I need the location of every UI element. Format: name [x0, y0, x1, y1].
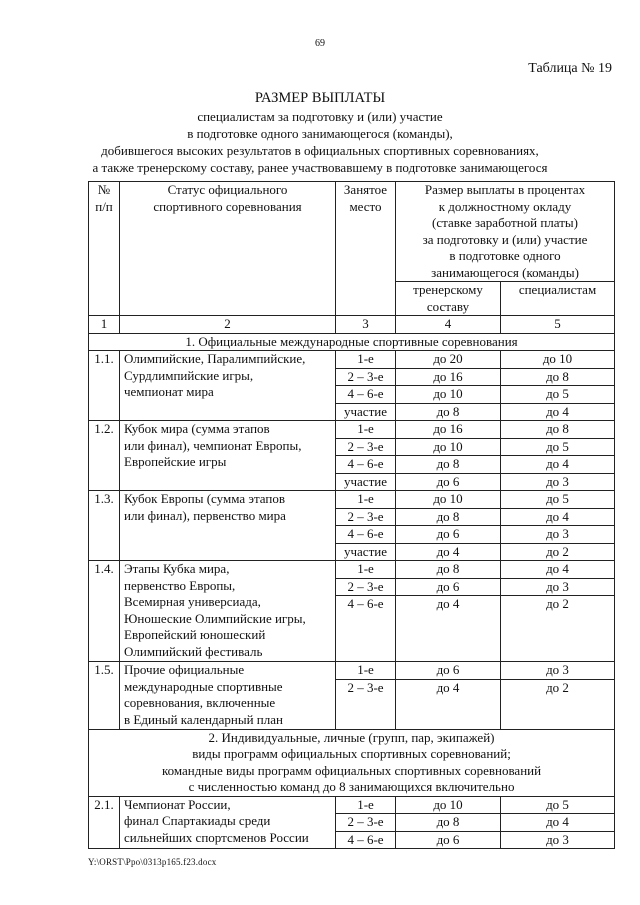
row-number: 1.1.	[89, 351, 120, 421]
coach-cell: до 8	[396, 456, 501, 474]
coach-cell: до 4	[396, 596, 501, 662]
coach-cell: до 6	[396, 473, 501, 491]
specialist-cell: до 10	[501, 351, 615, 369]
table-label: Таблица № 19	[528, 61, 612, 76]
place-cell: 2 – 3-е	[336, 438, 396, 456]
header-specialists: специалистам	[501, 282, 615, 316]
row-number: 2.1.	[89, 796, 120, 849]
header-status: Статус официального спортивного соревнования	[120, 182, 336, 316]
table-row	[89, 561, 615, 579]
row-number: 1.2.	[89, 421, 120, 491]
specialist-cell: до 8	[501, 368, 615, 386]
row-number: 1.3.	[89, 491, 120, 561]
competition-status: Олимпийские, Паралимпийские, Сурдлимпийские игры, чемпионат мира	[120, 351, 336, 421]
place-cell: 4 – 6-е	[336, 456, 396, 474]
coach-cell: до 8	[396, 561, 501, 579]
specialist-cell: до 5	[501, 386, 615, 404]
specialist-cell: до 3	[501, 578, 615, 596]
place-cell: 1-е	[336, 796, 396, 814]
table-row	[89, 491, 615, 509]
table-row	[89, 421, 615, 439]
place-cell: участие	[336, 543, 396, 561]
place-cell: 2 – 3-е	[336, 368, 396, 386]
col-number: 5	[501, 316, 615, 334]
place-cell: 1-е	[336, 351, 396, 369]
specialist-cell: до 4	[501, 403, 615, 421]
coach-cell: до 10	[396, 386, 501, 404]
section-1-heading: 1. Официальные международные спортивные соревнования	[89, 333, 615, 351]
place-cell: 2 – 3-е	[336, 679, 396, 729]
specialist-cell: до 3	[501, 662, 615, 680]
place-cell: 4 – 6-е	[336, 831, 396, 849]
coach-cell: до 10	[396, 796, 501, 814]
place-cell: 1-е	[336, 421, 396, 439]
specialist-cell: до 5	[501, 491, 615, 509]
payment-table	[88, 181, 615, 849]
subtitle-line: а также тренерскому составу, ранее участвовавшему в подготовке занимающегося	[92, 160, 548, 175]
coach-cell: до 6	[396, 831, 501, 849]
coach-cell: до 6	[396, 662, 501, 680]
place-cell: 1-е	[336, 561, 396, 579]
subtitle-line: специалистам за подготовку и (или) участие	[197, 109, 443, 124]
competition-status: Чемпионат России, финал Спартакиады среди сильнейших спортсменов России	[120, 796, 336, 849]
place-cell: 1-е	[336, 662, 396, 680]
page-number: 69	[315, 38, 325, 49]
col-number: 4	[396, 316, 501, 334]
place-cell: 1-е	[336, 491, 396, 509]
competition-status: Этапы Кубка мира, первенство Европы, Всемирная универсиада, Юношеские Олимпийские игры, Европейский юношеский Олимпийский фестиваль	[120, 561, 336, 662]
coach-cell: до 10	[396, 491, 501, 509]
col-number: 1	[89, 316, 120, 334]
place-cell: 2 – 3-е	[336, 814, 396, 832]
place-cell: 4 – 6-е	[336, 386, 396, 404]
col-number: 2	[120, 316, 336, 334]
coach-cell: до 6	[396, 578, 501, 596]
section-2-heading: 2. Индивидуальные, личные (групп, пар, экипажей) виды программ официальных спортивных соревнований; командные виды программ официальных спортивных соревнований с численностью команд до 8 занимающихся включительно	[89, 729, 615, 796]
file-path-footer: Y:\ORST\Ppo\0313p165.f23.docx	[88, 857, 217, 867]
section-2-row	[89, 729, 615, 796]
place-cell: участие	[336, 403, 396, 421]
table-row	[89, 351, 615, 369]
coach-cell: до 4	[396, 543, 501, 561]
specialist-cell: до 3	[501, 473, 615, 491]
place-cell: 4 – 6-е	[336, 526, 396, 544]
coach-cell: до 6	[396, 526, 501, 544]
document-heading	[0, 89, 640, 176]
specialist-cell: до 3	[501, 526, 615, 544]
coach-cell: до 8	[396, 508, 501, 526]
coach-cell: до 16	[396, 421, 501, 439]
row-number: 1.4.	[89, 561, 120, 662]
subtitle-line: в подготовке одного занимающегося (команды),	[187, 126, 453, 141]
row-number: 1.5.	[89, 662, 120, 730]
place-cell: 2 – 3-е	[336, 578, 396, 596]
column-numbers-row	[89, 316, 615, 334]
specialist-cell: до 5	[501, 796, 615, 814]
specialist-cell: до 4	[501, 456, 615, 474]
coach-cell: до 10	[396, 438, 501, 456]
specialist-cell: до 8	[501, 421, 615, 439]
col-number: 3	[336, 316, 396, 334]
competition-status: Кубок Европы (сумма этапов или финал), первенство мира	[120, 491, 336, 561]
competition-status: Кубок мира (сумма этапов или финал), чемпионат Европы, Европейские игры	[120, 421, 336, 491]
header-num: № п/п	[89, 182, 120, 316]
header-row	[89, 182, 615, 282]
specialist-cell: до 4	[501, 508, 615, 526]
place-cell: участие	[336, 473, 396, 491]
header-coach: тренерскому составу	[396, 282, 501, 316]
specialist-cell: до 3	[501, 831, 615, 849]
coach-cell: до 20	[396, 351, 501, 369]
coach-cell: до 8	[396, 814, 501, 832]
subtitle-line: добившегося высоких результатов в официальных спортивных соревнованиях,	[101, 143, 539, 158]
place-cell: 2 – 3-е	[336, 508, 396, 526]
document-title: РАЗМЕР ВЫПЛАТЫ	[254, 90, 386, 106]
coach-cell: до 8	[396, 403, 501, 421]
specialist-cell: до 4	[501, 814, 615, 832]
header-place: Занятое место	[336, 182, 396, 316]
table-row	[89, 796, 615, 814]
specialist-cell: до 2	[501, 596, 615, 662]
section-1-row	[89, 333, 615, 351]
table-row	[89, 662, 615, 680]
coach-cell: до 4	[396, 679, 501, 729]
specialist-cell: до 5	[501, 438, 615, 456]
place-cell: 4 – 6-е	[336, 596, 396, 662]
header-payment: Размер выплаты в процентах к должностному окладу (ставке заработной платы) за подготовку и (или) участие в подготовке одного занимающегося (команды)	[396, 182, 615, 282]
coach-cell: до 16	[396, 368, 501, 386]
competition-status: Прочие официальные международные спортивные соревнования, включенные в Единый календарный план	[120, 662, 336, 730]
specialist-cell: до 4	[501, 561, 615, 579]
specialist-cell: до 2	[501, 543, 615, 561]
specialist-cell: до 2	[501, 679, 615, 729]
